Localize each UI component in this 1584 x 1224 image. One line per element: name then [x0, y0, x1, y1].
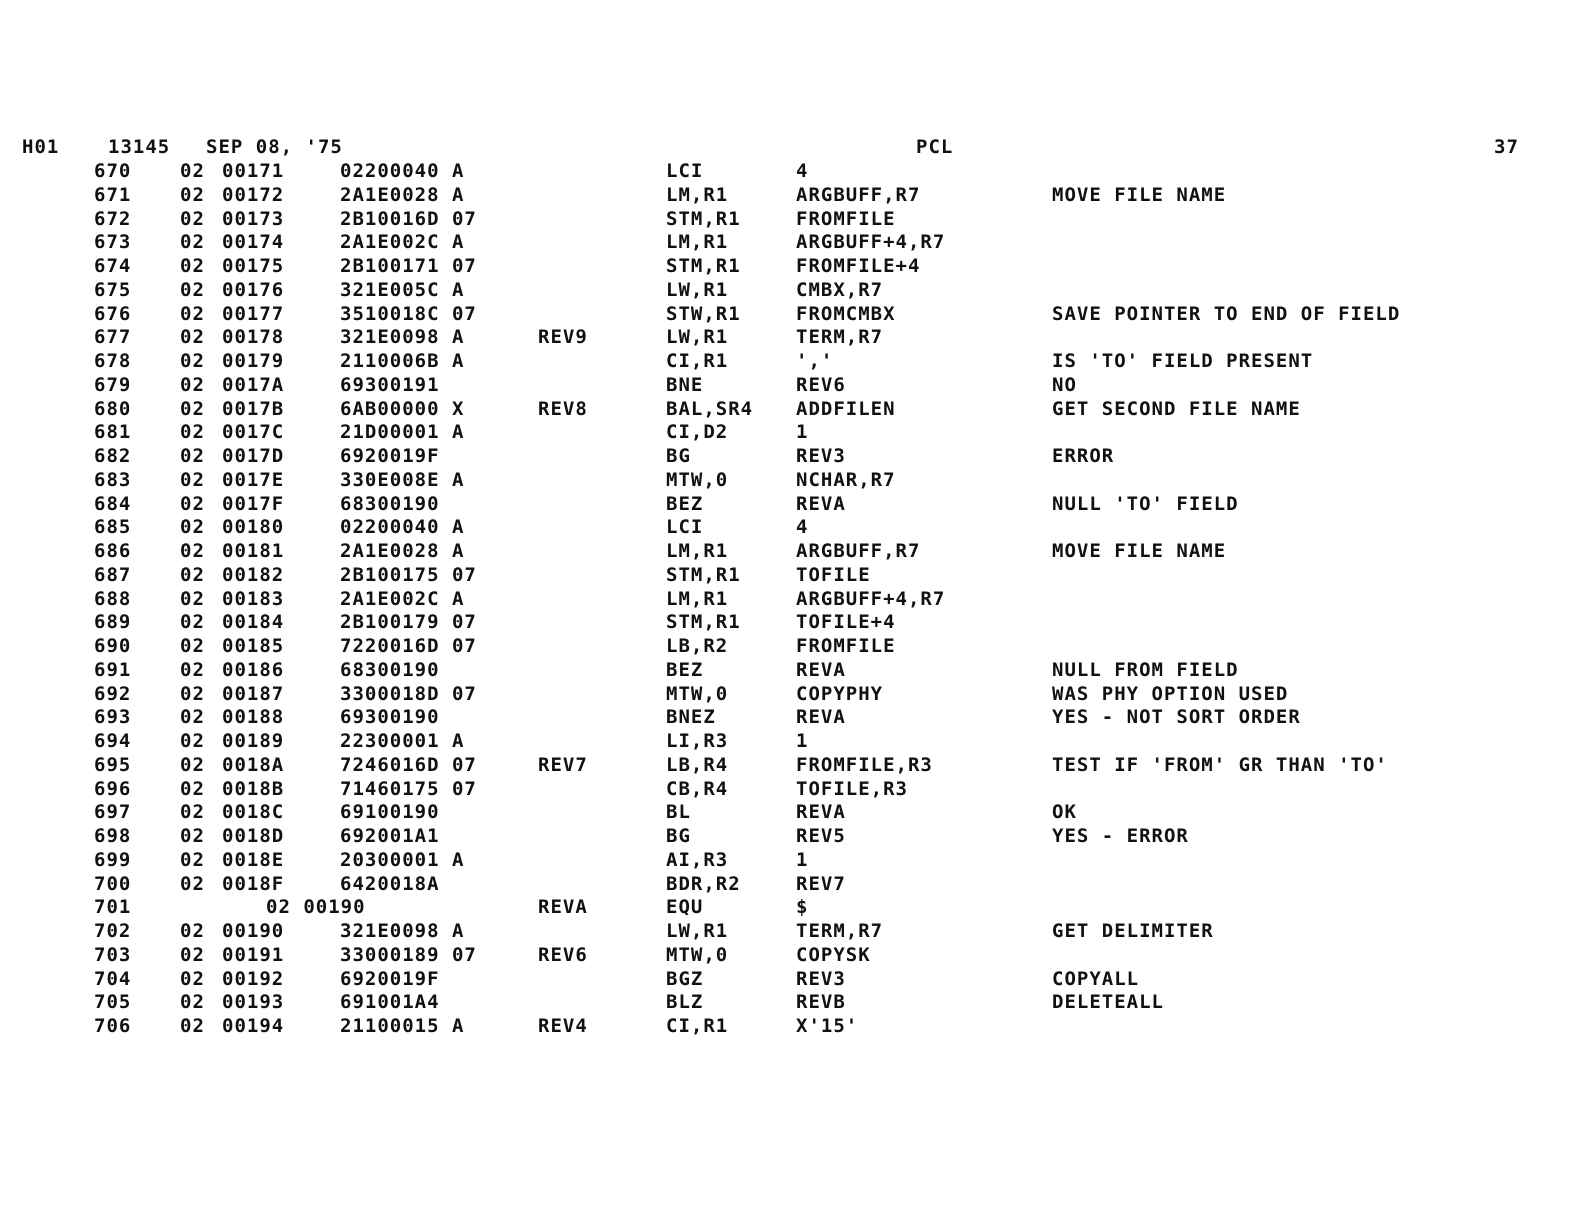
- operand: ARGBUFF+4,R7: [796, 587, 946, 610]
- address: 00180: [222, 516, 285, 539]
- opcode: MTW,0: [666, 468, 729, 491]
- address: 00185: [222, 635, 285, 657]
- listing-row: [0, 635, 1584, 659]
- line-number: 706: [94, 1015, 132, 1037]
- listing-row: [0, 303, 1584, 327]
- listing-row: [0, 968, 1584, 992]
- listing-row: [0, 469, 1584, 493]
- address: 0018C: [222, 801, 285, 824]
- section-number: 02: [180, 255, 205, 277]
- section-number: 02: [180, 397, 205, 420]
- object-code: 02200040 A: [340, 516, 465, 539]
- operand: FROMFILE: [796, 635, 896, 657]
- line-number: 676: [94, 302, 132, 325]
- object-code: 7246016D 07: [340, 753, 477, 776]
- object-code: 2A1E0028 A: [340, 183, 465, 206]
- line-number: 693: [94, 706, 132, 729]
- comment: GET DELIMITER: [1052, 920, 1214, 942]
- section-number: 02: [180, 920, 205, 942]
- object-code: 6420018A: [340, 872, 440, 895]
- comment: DELETEALL: [1052, 991, 1164, 1014]
- listing-row: [0, 754, 1584, 778]
- opcode: BG: [666, 445, 691, 467]
- comment: NO: [1052, 373, 1077, 396]
- listing-row: [0, 683, 1584, 707]
- line-number: 673: [94, 231, 132, 254]
- object-code: 6AB00000 X: [340, 397, 465, 420]
- opcode: STM,R1: [666, 255, 741, 277]
- object-code: 71460175 07: [340, 777, 477, 800]
- section-number: 02: [180, 350, 205, 372]
- operand: ',': [796, 350, 834, 372]
- section-number: 02: [180, 706, 205, 729]
- section-number: 02: [180, 991, 205, 1014]
- listing-row: [0, 706, 1584, 730]
- object-code: 6920019F: [340, 967, 440, 990]
- object-code: 2A1E002C A: [340, 231, 465, 254]
- object-code: 68300190: [340, 658, 440, 681]
- label: REV8: [538, 397, 588, 420]
- comment: YES - ERROR: [1052, 825, 1189, 847]
- operand: TERM,R7: [796, 920, 884, 942]
- object-code: 2B10016D 07: [340, 207, 477, 230]
- section-number: 02: [180, 278, 205, 301]
- line-number: 704: [94, 967, 132, 990]
- listing-row: [0, 374, 1584, 398]
- line-number: 703: [94, 943, 132, 966]
- header-program: PCL: [916, 136, 954, 158]
- operand: REV7: [796, 872, 846, 895]
- line-number: 683: [94, 468, 132, 491]
- operand: TOFILE: [796, 563, 871, 586]
- object-code: 21D00001 A: [340, 421, 465, 444]
- object-code: 2B100171 07: [340, 255, 477, 277]
- section-number: 02: [180, 183, 205, 206]
- object-code: 20300001 A: [340, 848, 465, 871]
- opcode: STM,R1: [666, 207, 741, 230]
- object-code: 2B100179 07: [340, 611, 477, 634]
- listing-row: [0, 516, 1584, 540]
- operand: REV6: [796, 373, 846, 396]
- address: 00189: [222, 730, 285, 752]
- listing-row: [0, 849, 1584, 873]
- line-number: 702: [94, 920, 132, 942]
- opcode: MTW,0: [666, 943, 729, 966]
- opcode: STM,R1: [666, 611, 741, 634]
- listing-row: [0, 279, 1584, 303]
- address: 00174: [222, 231, 285, 254]
- comment: ERROR: [1052, 445, 1115, 467]
- operand: FROMFILE: [796, 207, 896, 230]
- object-code: 321E0098 A: [340, 920, 465, 942]
- section-number: 02: [180, 753, 205, 776]
- object-code: 21100015 A: [340, 1015, 465, 1037]
- address: 00191: [222, 943, 285, 966]
- address: 00193: [222, 991, 285, 1014]
- opcode: MTW,0: [666, 682, 729, 705]
- comment: YES - NOT SORT ORDER: [1052, 706, 1301, 729]
- section-number: 02: [180, 540, 205, 562]
- address: 00187: [222, 682, 285, 705]
- comment: TEST IF 'FROM' GR THAN 'TO': [1052, 753, 1388, 776]
- comment: WAS PHY OPTION USED: [1052, 682, 1289, 705]
- listing-row: [0, 801, 1584, 825]
- section-number: 02: [180, 302, 205, 325]
- section-number: 02: [180, 1015, 205, 1037]
- opcode: LB,R2: [666, 635, 729, 657]
- section-number: 02: [180, 445, 205, 467]
- address: 00179: [222, 350, 285, 372]
- object-code: 69300191: [340, 373, 440, 396]
- opcode: BG: [666, 825, 691, 847]
- listing-row: [0, 184, 1584, 208]
- address: 0018E: [222, 848, 285, 871]
- comment: COPYALL: [1052, 967, 1140, 990]
- header-id: H01: [22, 136, 60, 158]
- opcode: BL: [666, 801, 691, 824]
- operand: X'15': [796, 1015, 859, 1037]
- line-number: 678: [94, 350, 132, 372]
- line-number: 671: [94, 183, 132, 206]
- listing-row: [0, 208, 1584, 232]
- line-number: 674: [94, 255, 132, 277]
- address: 0017F: [222, 492, 285, 515]
- opcode: BLZ: [666, 991, 704, 1014]
- line-number: 692: [94, 682, 132, 705]
- address: 0018D: [222, 825, 285, 847]
- opcode: LB,R4: [666, 753, 729, 776]
- operand: REVA: [796, 706, 846, 729]
- line-number: 698: [94, 825, 132, 847]
- line-number: 681: [94, 421, 132, 444]
- address: 0017C: [222, 421, 285, 444]
- header-date: SEP 08, '75: [206, 136, 343, 158]
- listing-row: [0, 896, 1584, 920]
- address: 00194: [222, 1015, 285, 1037]
- label: REV9: [538, 326, 588, 349]
- object-code: 2A1E002C A: [340, 587, 465, 610]
- line-number: 670: [94, 160, 132, 182]
- opcode: EQU: [666, 896, 704, 919]
- address: 0017D: [222, 445, 285, 467]
- object-code: 321E005C A: [340, 278, 465, 301]
- opcode: CI,R1: [666, 1015, 729, 1037]
- comment: NULL 'TO' FIELD: [1052, 492, 1239, 515]
- opcode: BEZ: [666, 658, 704, 681]
- listing-row: [0, 611, 1584, 635]
- section-number: 02: [180, 492, 205, 515]
- operand: 1: [796, 421, 809, 444]
- listing-row: [0, 445, 1584, 469]
- line-number: 699: [94, 848, 132, 871]
- object-code: 69300190: [340, 706, 440, 729]
- listing-row: [0, 659, 1584, 683]
- label: REVA: [538, 896, 588, 919]
- header-time: 13145: [108, 136, 171, 158]
- operand: $: [796, 896, 809, 919]
- comment: MOVE FILE NAME: [1052, 183, 1227, 206]
- operand: FROMFILE+4: [796, 255, 921, 277]
- address: 02 00190: [266, 896, 366, 919]
- line-number: 687: [94, 563, 132, 586]
- address: 00186: [222, 658, 285, 681]
- address: 00184: [222, 611, 285, 634]
- operand: TERM,R7: [796, 326, 884, 349]
- section-number: 02: [180, 967, 205, 990]
- opcode: BAL,SR4: [666, 397, 754, 420]
- section-number: 02: [180, 801, 205, 824]
- line-number: 677: [94, 326, 132, 349]
- opcode: LW,R1: [666, 326, 729, 349]
- listing-row: [0, 255, 1584, 279]
- operand: COPYPHY: [796, 682, 884, 705]
- operand: FROMFILE,R3: [796, 753, 933, 776]
- operand: REVA: [796, 658, 846, 681]
- object-code: 3510018C 07: [340, 302, 477, 325]
- listing-row: [0, 588, 1584, 612]
- comment: GET SECOND FILE NAME: [1052, 397, 1301, 420]
- opcode: CB,R4: [666, 777, 729, 800]
- section-number: 02: [180, 468, 205, 491]
- opcode: LCI: [666, 160, 704, 182]
- line-number: 680: [94, 397, 132, 420]
- operand: REVA: [796, 801, 846, 824]
- label: REV4: [538, 1015, 588, 1037]
- section-number: 02: [180, 160, 205, 182]
- page-header: [0, 136, 1584, 162]
- opcode: CI,D2: [666, 421, 729, 444]
- object-code: 7220016D 07: [340, 635, 477, 657]
- operand: FROMCMBX: [796, 302, 896, 325]
- line-number: 705: [94, 991, 132, 1014]
- address: 0017A: [222, 373, 285, 396]
- section-number: 02: [180, 658, 205, 681]
- opcode: LW,R1: [666, 920, 729, 942]
- object-code: 330E008E A: [340, 468, 465, 491]
- operand: 1: [796, 848, 809, 871]
- section-number: 02: [180, 682, 205, 705]
- address: 00188: [222, 706, 285, 729]
- operand: REV3: [796, 967, 846, 990]
- object-code: 2110006B A: [340, 350, 465, 372]
- address: 00172: [222, 183, 285, 206]
- section-number: 02: [180, 587, 205, 610]
- listing-row: [0, 231, 1584, 255]
- address: 0018A: [222, 753, 285, 776]
- listing-row: [0, 160, 1584, 184]
- operand: REVB: [796, 991, 846, 1014]
- section-number: 02: [180, 872, 205, 895]
- object-code: 02200040 A: [340, 160, 465, 182]
- line-number: 691: [94, 658, 132, 681]
- address: 00175: [222, 255, 285, 277]
- line-number: 685: [94, 516, 132, 539]
- opcode: LM,R1: [666, 183, 729, 206]
- operand: TOFILE+4: [796, 611, 896, 634]
- object-code: 2B100175 07: [340, 563, 477, 586]
- object-code: 69100190: [340, 801, 440, 824]
- comment: MOVE FILE NAME: [1052, 540, 1227, 562]
- opcode: LI,R3: [666, 730, 729, 752]
- address: 00178: [222, 326, 285, 349]
- listing-row: [0, 326, 1584, 350]
- opcode: LM,R1: [666, 231, 729, 254]
- line-number: 695: [94, 753, 132, 776]
- listing-row: [0, 1015, 1584, 1039]
- line-number: 672: [94, 207, 132, 230]
- opcode: STM,R1: [666, 563, 741, 586]
- section-number: 02: [180, 421, 205, 444]
- opcode: BEZ: [666, 492, 704, 515]
- operand: ARGBUFF,R7: [796, 540, 921, 562]
- object-code: 33000189 07: [340, 943, 477, 966]
- header-page-number: 37: [1494, 136, 1519, 158]
- address: 00181: [222, 540, 285, 562]
- listing-row: [0, 944, 1584, 968]
- section-number: 02: [180, 611, 205, 634]
- address: 00177: [222, 302, 285, 325]
- comment: IS 'TO' FIELD PRESENT: [1052, 350, 1314, 372]
- object-code: 6920019F: [340, 445, 440, 467]
- object-code: 22300001 A: [340, 730, 465, 752]
- operand: ARGBUFF+4,R7: [796, 231, 946, 254]
- line-number: 696: [94, 777, 132, 800]
- section-number: 02: [180, 326, 205, 349]
- listing-row: [0, 873, 1584, 897]
- listing-row: [0, 991, 1584, 1015]
- object-code: 2A1E0028 A: [340, 540, 465, 562]
- address: 00182: [222, 563, 285, 586]
- listing-row: [0, 350, 1584, 374]
- address: 00173: [222, 207, 285, 230]
- operand: 4: [796, 160, 809, 182]
- line-number: 684: [94, 492, 132, 515]
- address: 00176: [222, 278, 285, 301]
- opcode: AI,R3: [666, 848, 729, 871]
- section-number: 02: [180, 207, 205, 230]
- section-number: 02: [180, 730, 205, 752]
- section-number: 02: [180, 943, 205, 966]
- section-number: 02: [180, 563, 205, 586]
- address: 0018F: [222, 872, 285, 895]
- label: REV6: [538, 943, 588, 966]
- opcode: BGZ: [666, 967, 704, 990]
- section-number: 02: [180, 848, 205, 871]
- object-code: 68300190: [340, 492, 440, 515]
- opcode: BDR,R2: [666, 872, 741, 895]
- section-number: 02: [180, 373, 205, 396]
- listing-row: [0, 493, 1584, 517]
- section-number: 02: [180, 825, 205, 847]
- object-code: 691001A4: [340, 991, 440, 1014]
- listing-row: [0, 778, 1584, 802]
- operand: COPYSK: [796, 943, 871, 966]
- operand: REV5: [796, 825, 846, 847]
- line-number: 690: [94, 635, 132, 657]
- comment: OK: [1052, 801, 1077, 824]
- comment: SAVE POINTER TO END OF FIELD: [1052, 302, 1401, 325]
- line-number: 689: [94, 611, 132, 634]
- address: 00192: [222, 967, 285, 990]
- object-code: 3300018D 07: [340, 682, 477, 705]
- listing-row: [0, 730, 1584, 754]
- address: 00183: [222, 587, 285, 610]
- operand: REV3: [796, 445, 846, 467]
- address: 00190: [222, 920, 285, 942]
- opcode: LCI: [666, 516, 704, 539]
- operand: ARGBUFF,R7: [796, 183, 921, 206]
- listing-row: [0, 398, 1584, 422]
- listing-row: [0, 920, 1584, 944]
- section-number: 02: [180, 231, 205, 254]
- line-number: 697: [94, 801, 132, 824]
- listing-row: [0, 564, 1584, 588]
- line-number: 682: [94, 445, 132, 467]
- opcode: CI,R1: [666, 350, 729, 372]
- line-number: 701: [94, 896, 132, 919]
- assembly-listing: [0, 160, 1584, 1039]
- line-number: 679: [94, 373, 132, 396]
- object-code: 321E0098 A: [340, 326, 465, 349]
- listing-row: [0, 825, 1584, 849]
- operand: 1: [796, 730, 809, 752]
- address: 0018B: [222, 777, 285, 800]
- opcode: BNEZ: [666, 706, 716, 729]
- address: 0017E: [222, 468, 285, 491]
- section-number: 02: [180, 777, 205, 800]
- label: REV7: [538, 753, 588, 776]
- section-number: 02: [180, 516, 205, 539]
- listing-row: [0, 540, 1584, 564]
- operand: ADDFILEN: [796, 397, 896, 420]
- line-number: 700: [94, 872, 132, 895]
- operand: REVA: [796, 492, 846, 515]
- operand: TOFILE,R3: [796, 777, 908, 800]
- opcode: BNE: [666, 373, 704, 396]
- opcode: LM,R1: [666, 587, 729, 610]
- section-number: 02: [180, 635, 205, 657]
- line-number: 675: [94, 278, 132, 301]
- address: 0017B: [222, 397, 285, 420]
- opcode: LW,R1: [666, 278, 729, 301]
- operand: CMBX,R7: [796, 278, 884, 301]
- address: 00171: [222, 160, 285, 182]
- line-number: 694: [94, 730, 132, 752]
- opcode: LM,R1: [666, 540, 729, 562]
- object-code: 692001A1: [340, 825, 440, 847]
- comment: NULL FROM FIELD: [1052, 658, 1239, 681]
- operand: NCHAR,R7: [796, 468, 896, 491]
- opcode: STW,R1: [666, 302, 741, 325]
- operand: 4: [796, 516, 809, 539]
- listing-row: [0, 421, 1584, 445]
- line-number: 686: [94, 540, 132, 562]
- line-number: 688: [94, 587, 132, 610]
